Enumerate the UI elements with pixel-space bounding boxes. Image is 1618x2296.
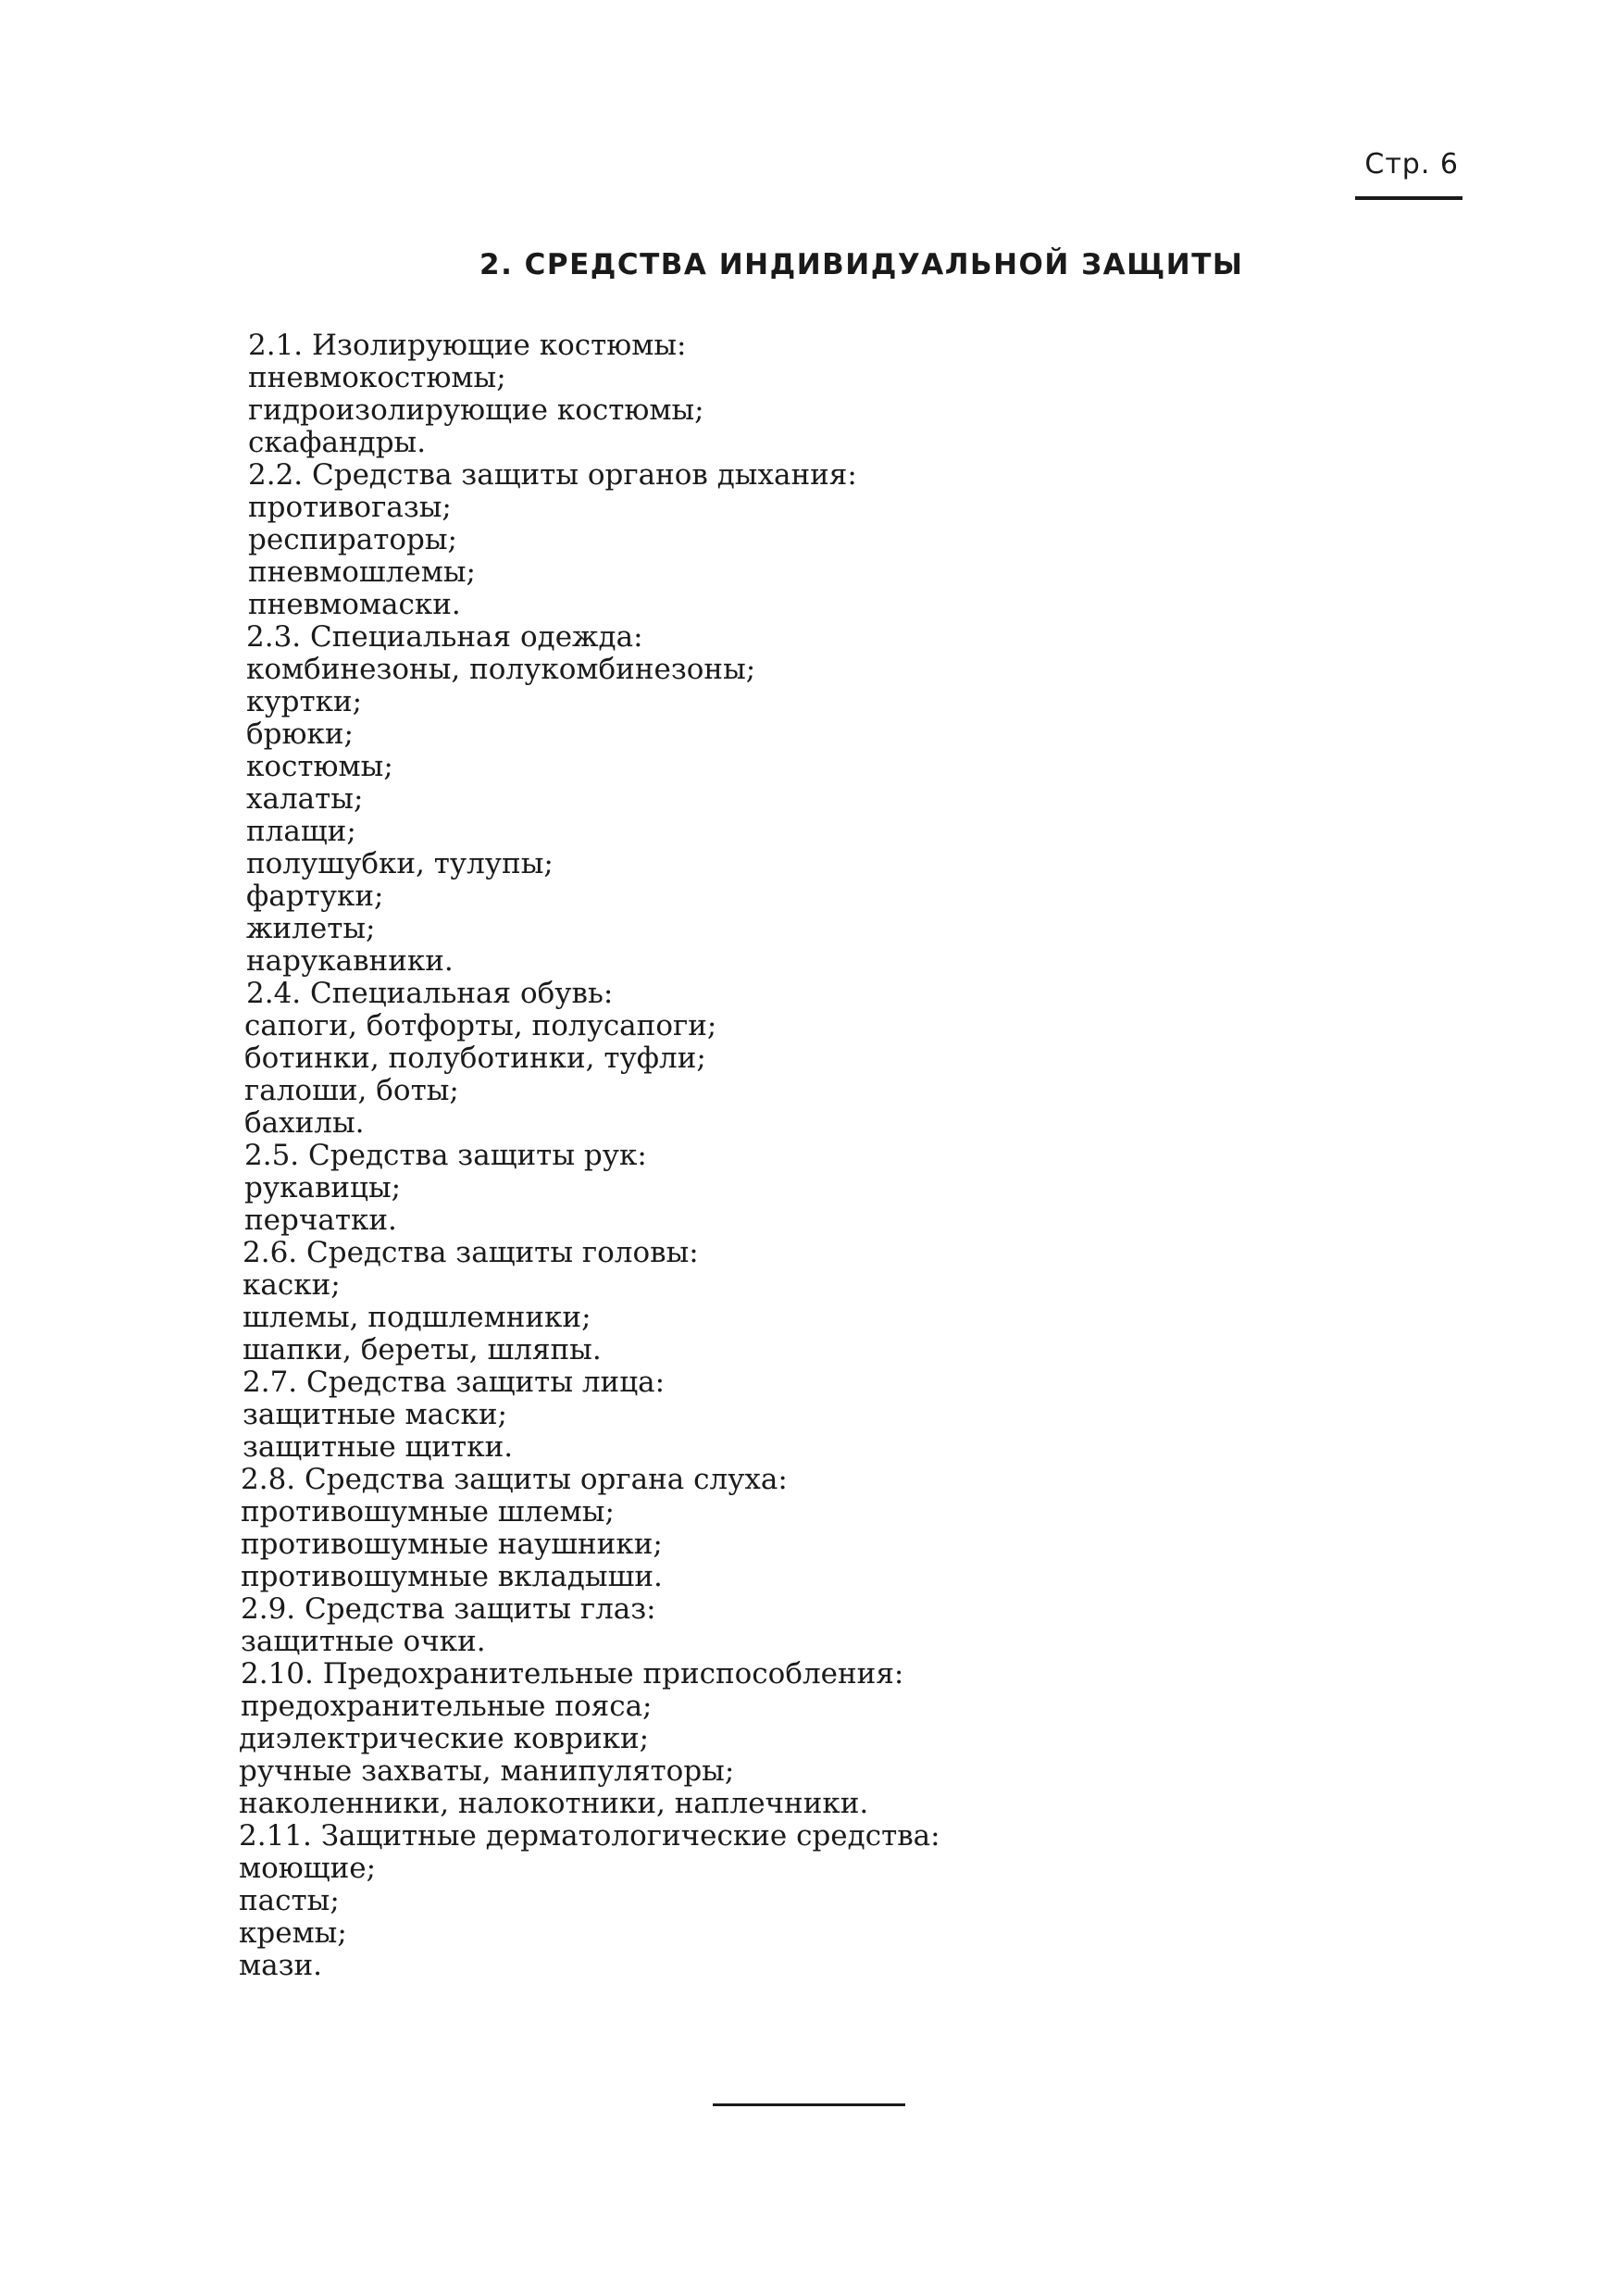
list-item: диэлектрические коврики; [239,1722,650,1755]
list-item: гидроизолирующие костюмы; [248,393,704,427]
list-item: наколенники, налокотники, наплечники. [239,1787,869,1820]
list-item: защитные маски; [243,1398,507,1431]
list-item: фартуки; [246,880,384,913]
list-item: жилеты; [246,912,376,945]
list-item: комбинезоны, полукомбинезоны; [246,653,756,686]
list-item: моющие; [239,1852,377,1885]
end-rule [713,2103,905,2106]
list-item: 2.2. Средства защиты органов дыхания: [248,458,857,492]
list-item: рукавицы; [244,1171,402,1204]
list-item: противогазы; [248,491,452,524]
list-item: костюмы; [246,750,393,783]
list-item: скафандры. [248,426,427,459]
list-item: 2.9. Средства защиты глаз: [241,1592,656,1626]
list-item: нарукавники. [246,944,454,978]
list-item: защитные щитки. [243,1430,514,1464]
list-item: шлемы, подшлемники; [243,1301,591,1334]
page-number: Стр. 6 [1364,148,1459,181]
list-item: 2.4. Специальная обувь: [246,977,614,1010]
list-item: предохранительные пояса; [241,1690,653,1723]
list-item: ручные захваты, манипуляторы; [239,1754,735,1788]
list-item: пневмокостюмы; [248,361,506,394]
list-item: брюки; [246,718,354,751]
list-item: противошумные вкладыши. [241,1560,663,1593]
list-item: кремы; [239,1916,347,1950]
list-item: 2.10. Предохранительные приспособления: [241,1657,904,1691]
list-item: перчатки. [244,1204,397,1237]
list-item: 2.5. Средства защиты рук: [244,1139,647,1172]
section-heading: 2. СРЕДСТВА ИНДИВИДУАЛЬНОЙ ЗАЩИТЫ [479,248,1244,281]
list-item: плащи; [246,815,356,848]
list-item: ботинки, полуботинки, туфли; [244,1042,706,1075]
list-item: каски; [243,1268,341,1302]
list-item: сапоги, ботфорты, полусапоги; [244,1009,717,1042]
list-item: защитные очки. [241,1625,486,1658]
list-item: 2.6. Средства защиты головы: [243,1236,699,1269]
page-number-underline [1355,196,1462,200]
list-item: халаты; [246,782,364,816]
list-item: респираторы; [248,523,457,556]
list-item: пневмошлемы; [248,555,476,589]
list-item: 2.1. Изолирующие костюмы: [248,329,687,362]
list-item: бахилы. [244,1106,365,1140]
list-item: 2.11. Защитные дерматологические средства: [239,1819,940,1853]
list-item: мази. [239,1949,323,1982]
list-item: шапки, береты, шляпы. [243,1333,602,1366]
list-item: куртки; [246,685,363,718]
list-item: 2.3. Специальная одежда: [246,620,643,654]
list-item: галоши, боты; [244,1074,459,1107]
list-item: 2.7. Средства защиты лица: [243,1366,666,1399]
list-item: противошумные наушники; [241,1528,663,1561]
list-item: 2.8. Средства защиты органа слуха: [241,1463,788,1496]
list-item: полушубки, тулупы; [246,847,554,880]
protective-equipment-list [239,329,940,1982]
list-item: пневмомаски. [248,588,461,621]
list-item: пасты; [239,1884,340,1917]
list-item: противошумные шлемы; [241,1495,615,1529]
